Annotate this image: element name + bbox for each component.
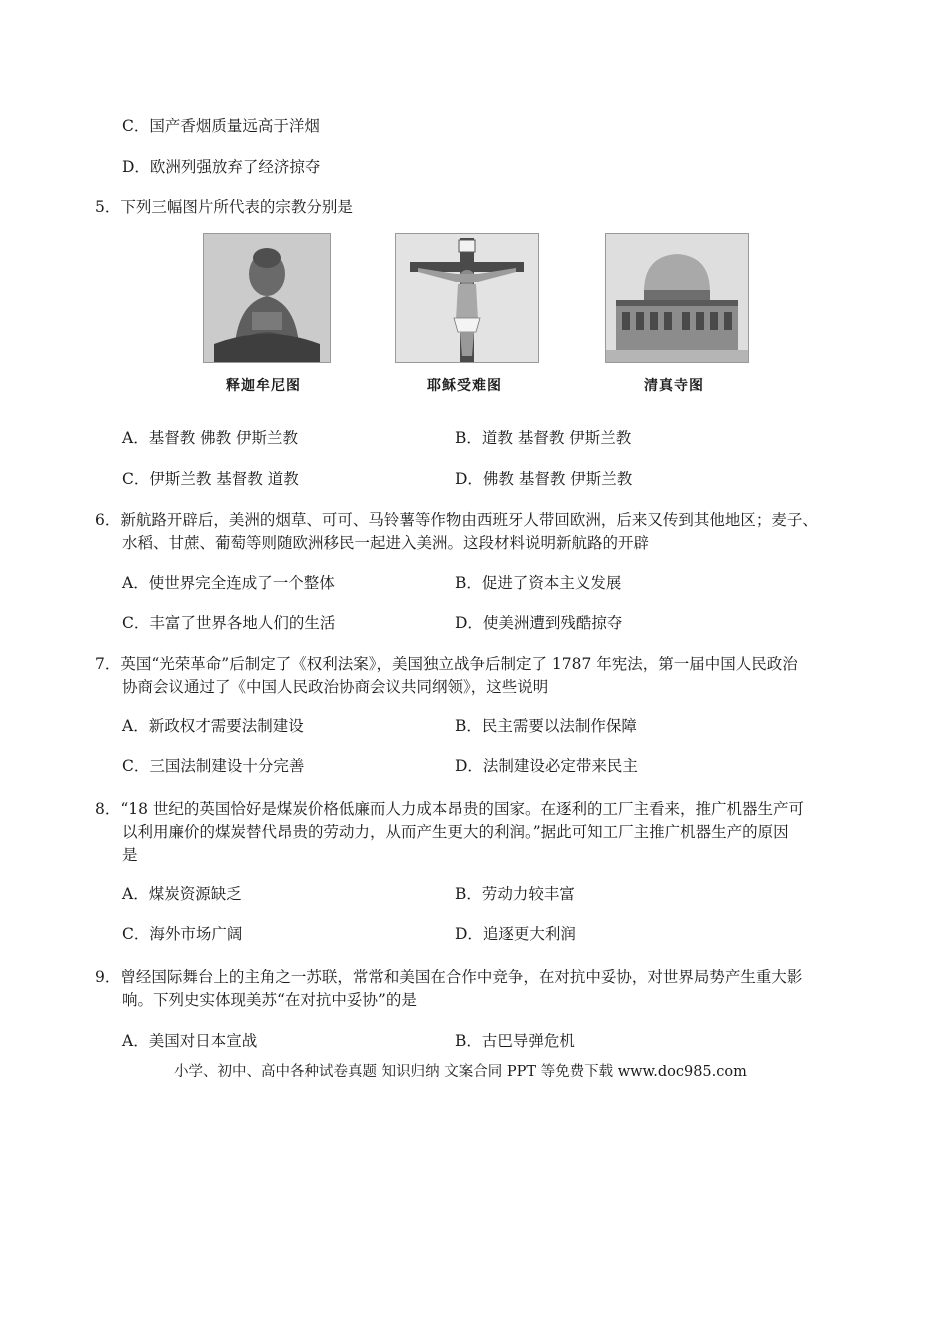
q7-stem-line2: 协商会议通过了《中国人民政治协商会议共同纲领》，这些说明 [122, 678, 549, 696]
mosque-dome-icon [605, 233, 749, 363]
q5-option-a: A．基督教 佛教 伊斯兰教 [122, 429, 299, 447]
q7-option-a: A．新政权才需要法制建设 [122, 717, 304, 735]
q6-stem-line2: 水稻、甘蔗、葡萄等则随欧洲移民一起进入美洲。这段材料说明新航路的开辟 [122, 534, 650, 552]
q7-option-d: D．法制建设必定带来民主 [455, 757, 638, 775]
q8-option-b: B．劳动力较丰富 [455, 885, 575, 903]
q8-option-a: A．煤炭资源缺乏 [122, 885, 242, 903]
caption-crucifixion: 耶稣受难图 [427, 378, 502, 394]
q7-stem-line1: 7．英国“光荣革命”后制定了《权利法案》，美国独立战争后制定了 1787 年宪法，第一届中国人民政治 [95, 655, 798, 673]
q5-option-b: B．道教 基督教 伊斯兰教 [455, 429, 632, 447]
buddha-statue-icon [203, 233, 331, 363]
q6-option-c: C．丰富了世界各地人们的生活 [122, 614, 336, 632]
q8-option-c: C．海外市场广阔 [122, 925, 243, 943]
q8-stem-line1: 8．“18 世纪的英国恰好是煤炭价格低廉而人力成本昂贵的国家。在逐利的工厂主看来，推广机器生产可 [95, 800, 804, 818]
q5-stem: 5．下列三幅图片所代表的宗教分别是 [95, 198, 353, 216]
q8-stem-line3: 是 [122, 846, 138, 864]
footer-watermark: 小学、初中、高中各种试卷真题 知识归纳 文案合同 PPT 等免费下载 www.doc985.com [174, 1064, 747, 1080]
q5-option-d: D．佛教 基督教 伊斯兰教 [455, 470, 633, 488]
q6-option-a: A．使世界完全连成了一个整体 [122, 574, 335, 592]
q8-stem-line2: 以利用廉价的煤炭替代昂贵的劳动力，从而产生更大的利润。”据此可知工厂主推广机器生产的原因 [122, 823, 789, 841]
q5-option-c: C．伊斯兰教 基督教 道教 [122, 470, 299, 488]
q4-option-d: D．欧洲列强放弃了经济掠夺 [122, 158, 321, 176]
crucifix-icon [395, 233, 539, 363]
q9-stem-line1: 9．曾经国际舞台上的主角之一苏联，常常和美国在合作中竞争，在对抗中妥协，对世界局势产生重大影 [95, 968, 803, 986]
q9-option-b: B．古巴导弹危机 [455, 1032, 575, 1050]
caption-mosque: 清真寺图 [644, 378, 704, 394]
q6-stem-line1: 6．新航路开辟后，美洲的烟草、可可、马铃薯等作物由西班牙人带回欧洲，后来又传到其他地区；麦子、 [95, 511, 818, 529]
q6-option-b: B．促进了资本主义发展 [455, 574, 622, 592]
q4-option-c: C．国产香烟质量远高于洋烟 [122, 117, 320, 135]
q7-option-b: B．民主需要以法制作保障 [455, 717, 637, 735]
q9-stem-line2: 响。下列史实体现美苏“在对抗中妥协”的是 [122, 991, 417, 1009]
q8-option-d: D．追逐更大利润 [455, 925, 576, 943]
q6-option-d: D．使美洲遭到残酷掠夺 [455, 614, 623, 632]
caption-buddha: 释迦牟尼图 [226, 378, 301, 394]
q9-option-a: A．美国对日本宣战 [122, 1032, 258, 1050]
q7-option-c: C．三国法制建设十分完善 [122, 757, 305, 775]
